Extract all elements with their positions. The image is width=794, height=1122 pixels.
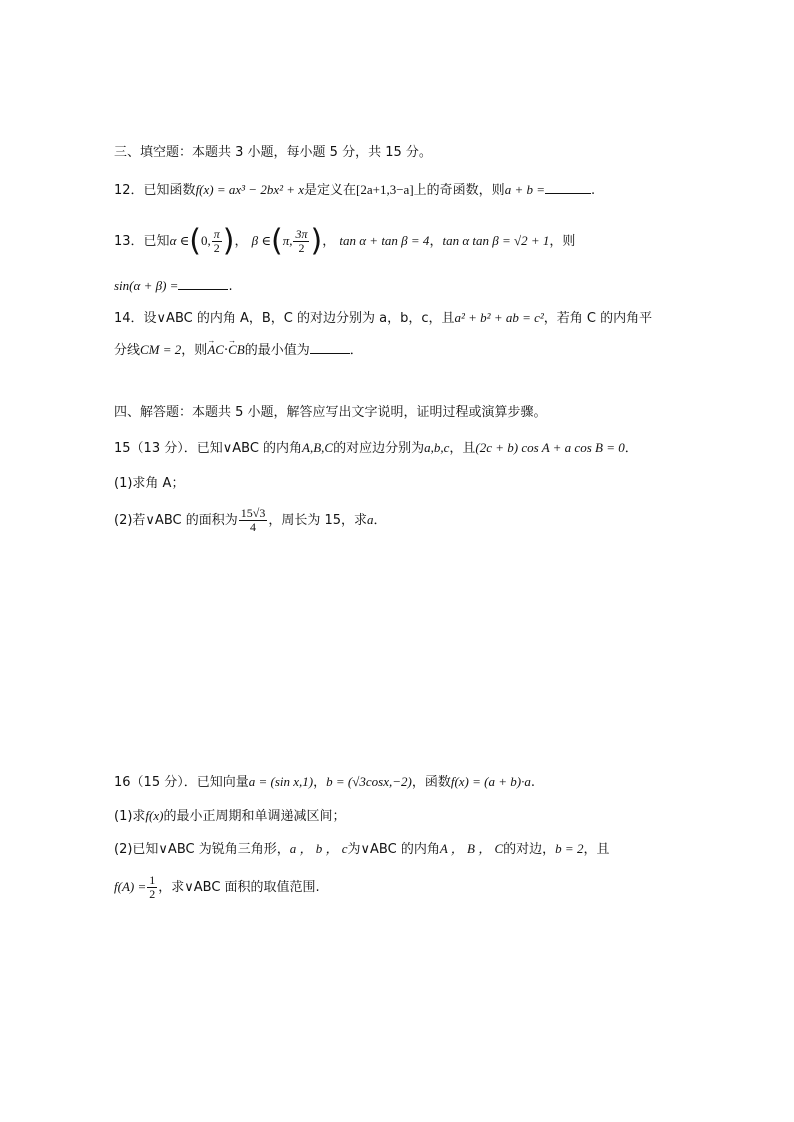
q16-vector-a: a = (sin x,1) [248,774,314,789]
question-13: 13．已知α ∈(0, $\frac{\pi}{2}$ )， β ∈(π, $\frac{3\pi}{2}$ )， tan α + tan β = 4，tan α tan β = √2 + 1，则 [114,223,576,259]
q13-text2: ，则 [549,234,576,249]
q16-f-of-a: f(A) = [114,879,147,894]
q16-f-of-x: f(x) [145,808,164,823]
q14-answer-blank[interactable] [310,340,350,354]
q14-text1-end: ，若角 C 的内角平 [543,311,653,326]
q15-sides: a,b,c [424,440,450,455]
q15-area-fraction: $\frac{15√3}{4}$ [240,506,266,534]
q16-angles: A ， B ， C [439,841,504,856]
q14-number: 14． [114,311,144,326]
question-16: 16（15 分）．已知向量a = (sin x,1)，b = (√3cosx,−2)，函数f(x) = (a + b)·a. [114,774,535,790]
question-14-line-1 [114,308,652,329]
q12-interval: [2a+1,3−a] [356,182,414,197]
q16-number: 16（15 分）． [114,775,197,790]
q13-condition-1: tan α + tan β = 4 [339,233,430,248]
q15-variable-a: a [367,512,374,527]
question-13-ask: sin(α + β) = . [114,278,233,294]
q16-part-1: (1)求f(x)的最小正周期和单调递减区间； [114,808,346,824]
q13-beta-left: π, [282,233,293,248]
q13-condition-2: tan α tan β = √2 + 1 [442,233,550,248]
q13-beta-in: β ∈ [251,233,271,248]
question-15: 15（13 分）．已知∨ABC 的内角A,B,C的对应边分别为a,b,c，且(2c + b) cos A + a cos B = 0． [114,440,638,456]
q13-ask: sin(α + β) = [114,278,179,293]
q13-alpha-in: α ∈ [169,233,190,248]
q16-vector-b: b = (√3cosx,−2) [326,774,412,789]
q14-text1: 设∨ABC 的内角 A，B，C 的对边分别为 a，b，c，且 [143,311,455,326]
q16-one-half: $\frac{1}{2}$ [149,873,156,901]
q13-pi-over-2: $\frac{\pi}{2}$ [213,227,220,255]
q14-cm: CM = 2 [140,342,182,357]
q14-vector-cb: → CB [228,340,245,360]
q12-number: 12． [114,183,144,198]
q15-number: 15（13 分）． [114,441,197,456]
q13-alpha-left: 0, [200,233,211,248]
q12-text1: 已知函数 [143,183,196,198]
q12-text2: 是定义在 [304,183,357,198]
q12-function: f(x) = ax³ − 2bx² + x [195,182,305,197]
q16-part-2-line-2: f(A) = $\frac{1}{2}$ ，求∨ABC 面积的取值范围. [114,873,320,901]
question-12 [114,180,595,201]
q12-end: . [590,183,596,198]
q16-sides: a ， b ， c [289,841,348,856]
q15-angles: A,B,C [302,440,334,455]
q12-answer-blank[interactable] [545,180,591,194]
section-3-heading: 三、填空题：本题共 3 小题，每小题 5 分，共 15 分。 [114,145,432,160]
q12-text3: 上的奇函数，则 [413,183,505,198]
q13-text1: 已知 [143,234,170,249]
q15-part-2: (2)若∨ABC 的面积为 $\frac{15√3}{4}$ ，周长为 15，求a． [114,506,387,534]
section-4-heading: 四、解答题：本题共 5 小题，解答应写出文字说明，证明过程或演算步骤。 [114,405,547,420]
q16-part-2-line-1: (2)已知∨ABC 为锐角三角形，a ， b ， c为∨ABC 的内角A ， B ， C的对边，b = 2，且 [114,841,610,857]
q14-vector-ac: → AC [207,340,224,360]
q13-3pi-over-2: $\frac{3\pi}{2}$ [295,227,308,255]
q14-condition: a² + b² + ab = c² [454,310,544,325]
q13-answer-blank[interactable] [178,276,228,290]
q15-part-1: (1)求角 A； [114,476,185,491]
question-14-line-2: 分线CM = 2，则→ AC·→ CB的最小值为 ． [114,340,363,361]
q16-b-value: b = 2 [555,841,584,856]
q16-function: f(x) = (a + b)·a [450,774,531,789]
q15-condition: (2c + b) cos A + a cos B = 0 [475,440,625,455]
q12-expression: a + b = [504,182,545,197]
q13-number: 13． [114,234,144,249]
